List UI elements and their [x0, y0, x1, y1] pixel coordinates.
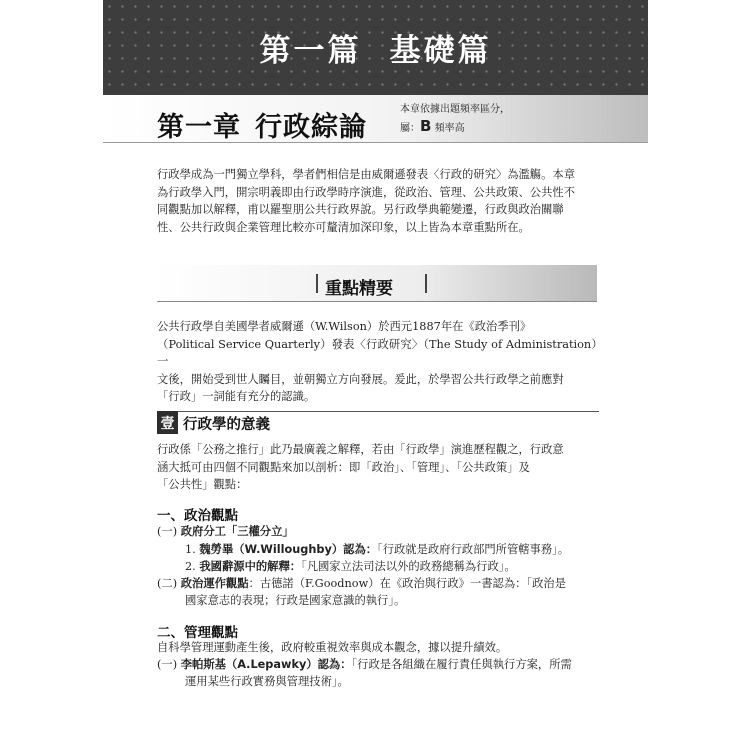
item-text: ：古德諾（F.Goodnow）在《政治與行政》一書認為：「政治是	[248, 577, 566, 590]
key-points-line: 「行政」一詞能有充分的認識。	[157, 390, 316, 403]
item-marker: (二)	[157, 577, 178, 590]
key-points-label: 重點精要	[325, 279, 393, 299]
section-line: 「公共性」觀點：	[157, 478, 248, 491]
frequency-note	[400, 101, 510, 137]
item-text: 「行政是各組織在履行責任與執行方案，所需	[351, 658, 572, 671]
politics-sub-1	[185, 541, 569, 558]
part-banner	[103, 0, 648, 95]
politics-heading: 一、政治觀點	[157, 508, 238, 524]
sub-text: 「行政就是政府行政部門所管轄事務」。	[377, 543, 570, 556]
sub-number: 2.	[185, 560, 196, 573]
politics-item-2	[157, 575, 566, 592]
sub-text: 「凡國家立法司法以外的政務總稱為行政」。	[301, 560, 516, 573]
section-line: 行政係「公務之推行」此乃最廣義之解釋，若由「行政學」演進歷程觀之，行政意	[157, 443, 564, 456]
frequency-grade: B	[420, 117, 432, 135]
key-points-paragraph	[157, 318, 597, 406]
section-rule	[157, 411, 599, 412]
politics-item-2-cont: 國家意志的表現；行政是國家意識的執行」。	[185, 594, 406, 607]
key-points-line: 公共行政學自美國學者威爾遜（W.Wilson）於西元1887年在《政治季刊》	[157, 320, 532, 333]
part-title	[260, 25, 492, 70]
intro-paragraph	[157, 166, 597, 236]
chapter-name: 行政綜論	[255, 112, 367, 143]
item-marker: (一)	[157, 525, 178, 538]
key-points-right-bar	[425, 274, 427, 293]
politics-item-1	[157, 523, 294, 540]
item-marker: (一)	[157, 658, 178, 671]
intro-line: 同觀點加以解釋，甫以羅聖朋公共行政界說。另行政學典範變遷，行政與政治關聯	[157, 203, 564, 216]
politics-sub-2	[185, 558, 516, 575]
part-number: 第一篇	[259, 33, 362, 69]
management-item-1-cont: 運用某些行政實務與管理技術」。	[185, 675, 349, 688]
management-heading: 二、管理觀點	[157, 625, 238, 641]
frequency-prefix: 屬：	[400, 123, 420, 134]
intro-line: 性、公共行政與企業管理比較亦可釐清加深印象，以上皆為本章重點所在。	[157, 220, 530, 234]
section-line: 涵大抵可由四個不同觀點來加以剖析：即「政治」、「管理」、「公共政策」及	[157, 460, 530, 474]
item-bold-text: 政治運作觀點	[180, 577, 249, 590]
part-name: 基礎篇	[389, 33, 492, 69]
key-points-line: 文後，開始受到世人矚目，並朝獨立方向發展。爰此，於學習公共行政學之前應對	[157, 372, 564, 386]
sub-number: 1.	[185, 543, 196, 556]
frequency-note-line: 本章依據出題頻率區分，	[400, 104, 510, 115]
item-title: 政府分工「三權分立」	[180, 525, 294, 538]
sub-bold-text: 我國辭源中的解釋：	[199, 560, 302, 573]
section-badge: 壹	[157, 411, 178, 434]
key-points-left-bar	[316, 274, 318, 293]
management-item-1	[157, 656, 572, 673]
intro-line: 為行政學入門，開宗明義即由行政學時序演進，從政治、管理、公共政策、公共性不	[157, 185, 575, 199]
key-points-line: （Political Service Quarterly）發表〈行政研究〉（The Study of Administration）一	[157, 337, 597, 368]
chapter-number: 第一章	[157, 112, 241, 143]
frequency-grade-label: 頻率高	[431, 123, 465, 134]
intro-line: 行政學成為一門獨立學科，學者們相信是由威爾遜發表〈行政的研究〉為濫觴。本章	[157, 168, 575, 181]
section-title: 行政學的意義	[183, 417, 270, 433]
section-paragraph	[157, 441, 597, 494]
sub-bold-text: 魏勞畢（W.Willoughby）認為：	[199, 543, 378, 556]
management-line: 自科學管理運動產生後，政府較重視效率與成本觀念，據以提升績效。	[157, 641, 508, 654]
chapter-title	[157, 105, 367, 144]
item-bold-text: 李帕斯基（A.Lepawky）認為：	[180, 658, 352, 671]
